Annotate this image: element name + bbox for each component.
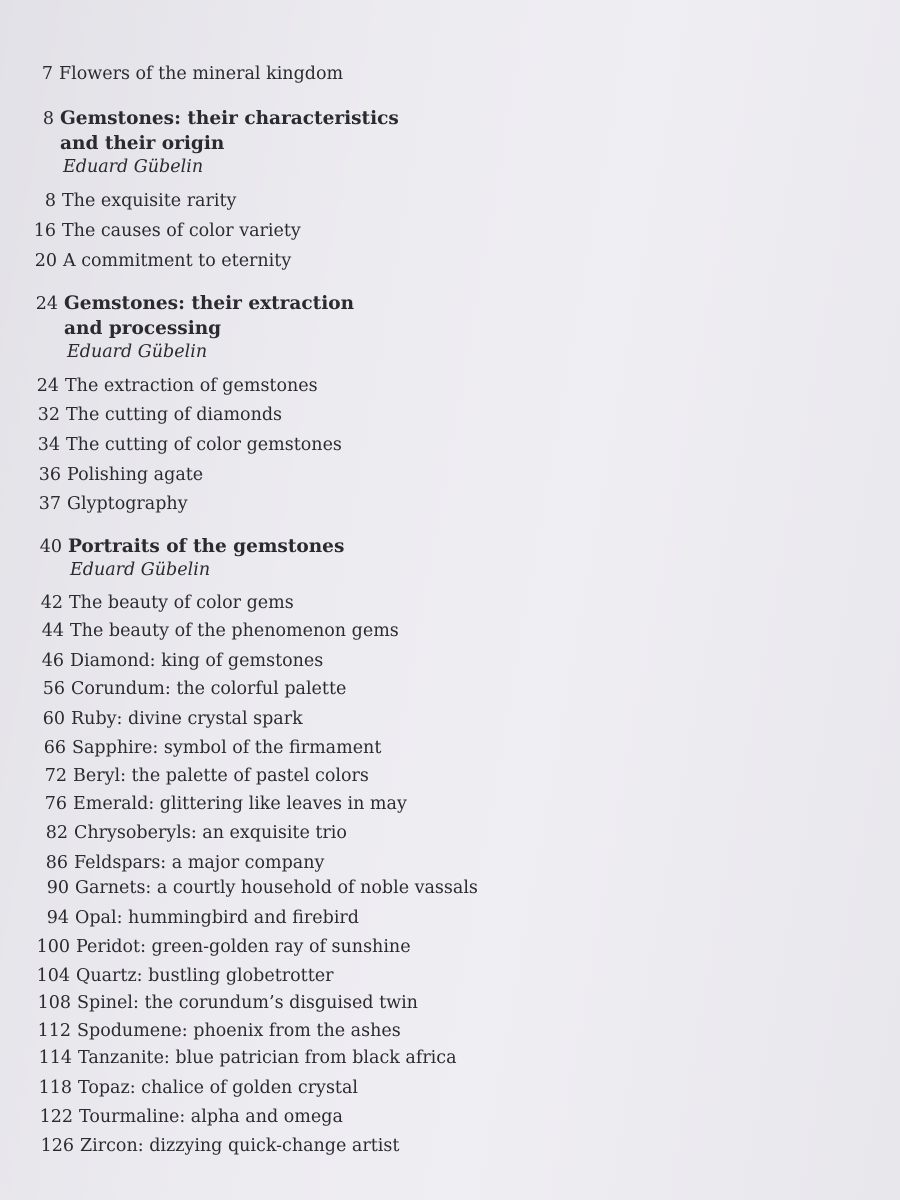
toc-entry-title: The exquisite rarity bbox=[62, 191, 237, 211]
toc-entry-title: The cutting of diamonds bbox=[66, 405, 283, 425]
toc-page-number: 8 bbox=[44, 191, 56, 211]
toc-page-number: 114 bbox=[38, 1048, 72, 1068]
toc-entry-title: Spinel: the corundum’s disguised twin bbox=[77, 993, 418, 1013]
toc-page-number: 108 bbox=[37, 993, 71, 1013]
toc-page-number: 86 bbox=[45, 853, 68, 873]
toc-page-number: 66 bbox=[43, 738, 66, 758]
toc-page-number: 76 bbox=[44, 794, 67, 814]
toc-entry-title: Peridot: green-golden ray of sunshine bbox=[76, 937, 411, 957]
toc-page-number: 90 bbox=[46, 878, 69, 898]
toc-section-title: Portraits of the gemstones bbox=[68, 536, 345, 557]
toc-page-number: 112 bbox=[37, 1021, 71, 1041]
toc-entry-title: The beauty of color gems bbox=[69, 593, 294, 613]
toc-entry-title: The beauty of the phenomenon gems bbox=[70, 621, 399, 641]
toc-author: Eduard Gübelin bbox=[70, 560, 211, 580]
toc-page-number: 7 bbox=[41, 64, 53, 84]
toc-page-number: 72 bbox=[44, 766, 67, 786]
toc-entry-title: Topaz: chalice of golden crystal bbox=[78, 1078, 358, 1098]
toc-page-number: 37 bbox=[38, 494, 61, 514]
toc-section-title: Gemstones: their characteristics bbox=[60, 108, 399, 129]
toc-page-number: 16 bbox=[33, 221, 56, 241]
toc-entry-title: Polishing agate bbox=[67, 465, 204, 485]
toc-entry-title: Sapphire: symbol of the firmament bbox=[72, 738, 382, 758]
toc-entry-title: Beryl: the palette of pastel colors bbox=[73, 766, 369, 786]
toc-page-number: 24 bbox=[35, 294, 58, 314]
toc-page-number: 8 bbox=[42, 109, 54, 129]
toc-page-number: 40 bbox=[39, 537, 62, 557]
toc-entry-title: Quartz: bustling globetrotter bbox=[76, 966, 334, 986]
toc-page-number: 94 bbox=[46, 908, 69, 928]
toc-section-title: Gemstones: their extraction bbox=[64, 293, 355, 314]
toc-entry-title: A commitment to eternity bbox=[63, 251, 292, 271]
toc-page-number: 42 bbox=[40, 593, 63, 613]
toc-page-number: 36 bbox=[38, 465, 61, 485]
toc-page-number: 100 bbox=[36, 937, 70, 957]
toc-page-number: 122 bbox=[39, 1107, 73, 1127]
toc-author: Eduard Gübelin bbox=[63, 157, 204, 177]
toc-entry-title: Flowers of the mineral kingdom bbox=[59, 64, 344, 84]
toc-section-title: and their origin bbox=[60, 133, 225, 154]
toc-entry-title: Diamond: king of gemstones bbox=[70, 651, 324, 671]
toc-entry-title: The causes of color variety bbox=[62, 221, 301, 241]
toc-page-number: 82 bbox=[45, 823, 68, 843]
toc-page-number: 118 bbox=[38, 1078, 72, 1098]
toc-entry-title: Tourmaline: alpha and omega bbox=[79, 1107, 343, 1127]
toc-entry-title: The cutting of color gemstones bbox=[66, 435, 342, 455]
toc-entry-title: Spodumene: phoenix from the ashes bbox=[77, 1021, 401, 1041]
toc-page-number: 44 bbox=[41, 621, 64, 641]
toc-page-number: 104 bbox=[36, 966, 70, 986]
toc-page-number: 126 bbox=[40, 1136, 74, 1156]
toc-entry-title: The extraction of gemstones bbox=[65, 376, 318, 396]
toc-entry-title: Corundum: the colorful palette bbox=[71, 679, 347, 699]
toc-entry-title: Opal: hummingbird and firebird bbox=[75, 908, 359, 928]
toc-page-number: 34 bbox=[37, 435, 60, 455]
toc-page-number: 24 bbox=[36, 376, 59, 396]
toc-entry-title: Zircon: dizzying quick-change artist bbox=[80, 1136, 400, 1156]
toc-page-number: 32 bbox=[37, 405, 60, 425]
toc-page-number: 60 bbox=[42, 709, 65, 729]
toc-page-number: 46 bbox=[41, 651, 64, 671]
toc-entry-title: Ruby: divine crystal spark bbox=[71, 709, 303, 729]
toc-entry-title: Emerald: glittering like leaves in may bbox=[73, 794, 407, 814]
toc-page-number: 56 bbox=[42, 679, 65, 699]
toc-entry-title: Tanzanite: blue patrician from black africa bbox=[78, 1048, 457, 1068]
toc-entry-title: Glyptography bbox=[67, 494, 188, 514]
toc-entry-title: Garnets: a courtly household of noble vassals bbox=[75, 878, 478, 898]
toc-entry-title: Feldspars: a major company bbox=[74, 853, 325, 873]
toc-entry-title: Chrysoberyls: an exquisite trio bbox=[74, 823, 347, 843]
toc-section-title: and processing bbox=[64, 318, 222, 339]
toc-author: Eduard Gübelin bbox=[67, 342, 208, 362]
toc-page-number: 20 bbox=[34, 251, 57, 271]
